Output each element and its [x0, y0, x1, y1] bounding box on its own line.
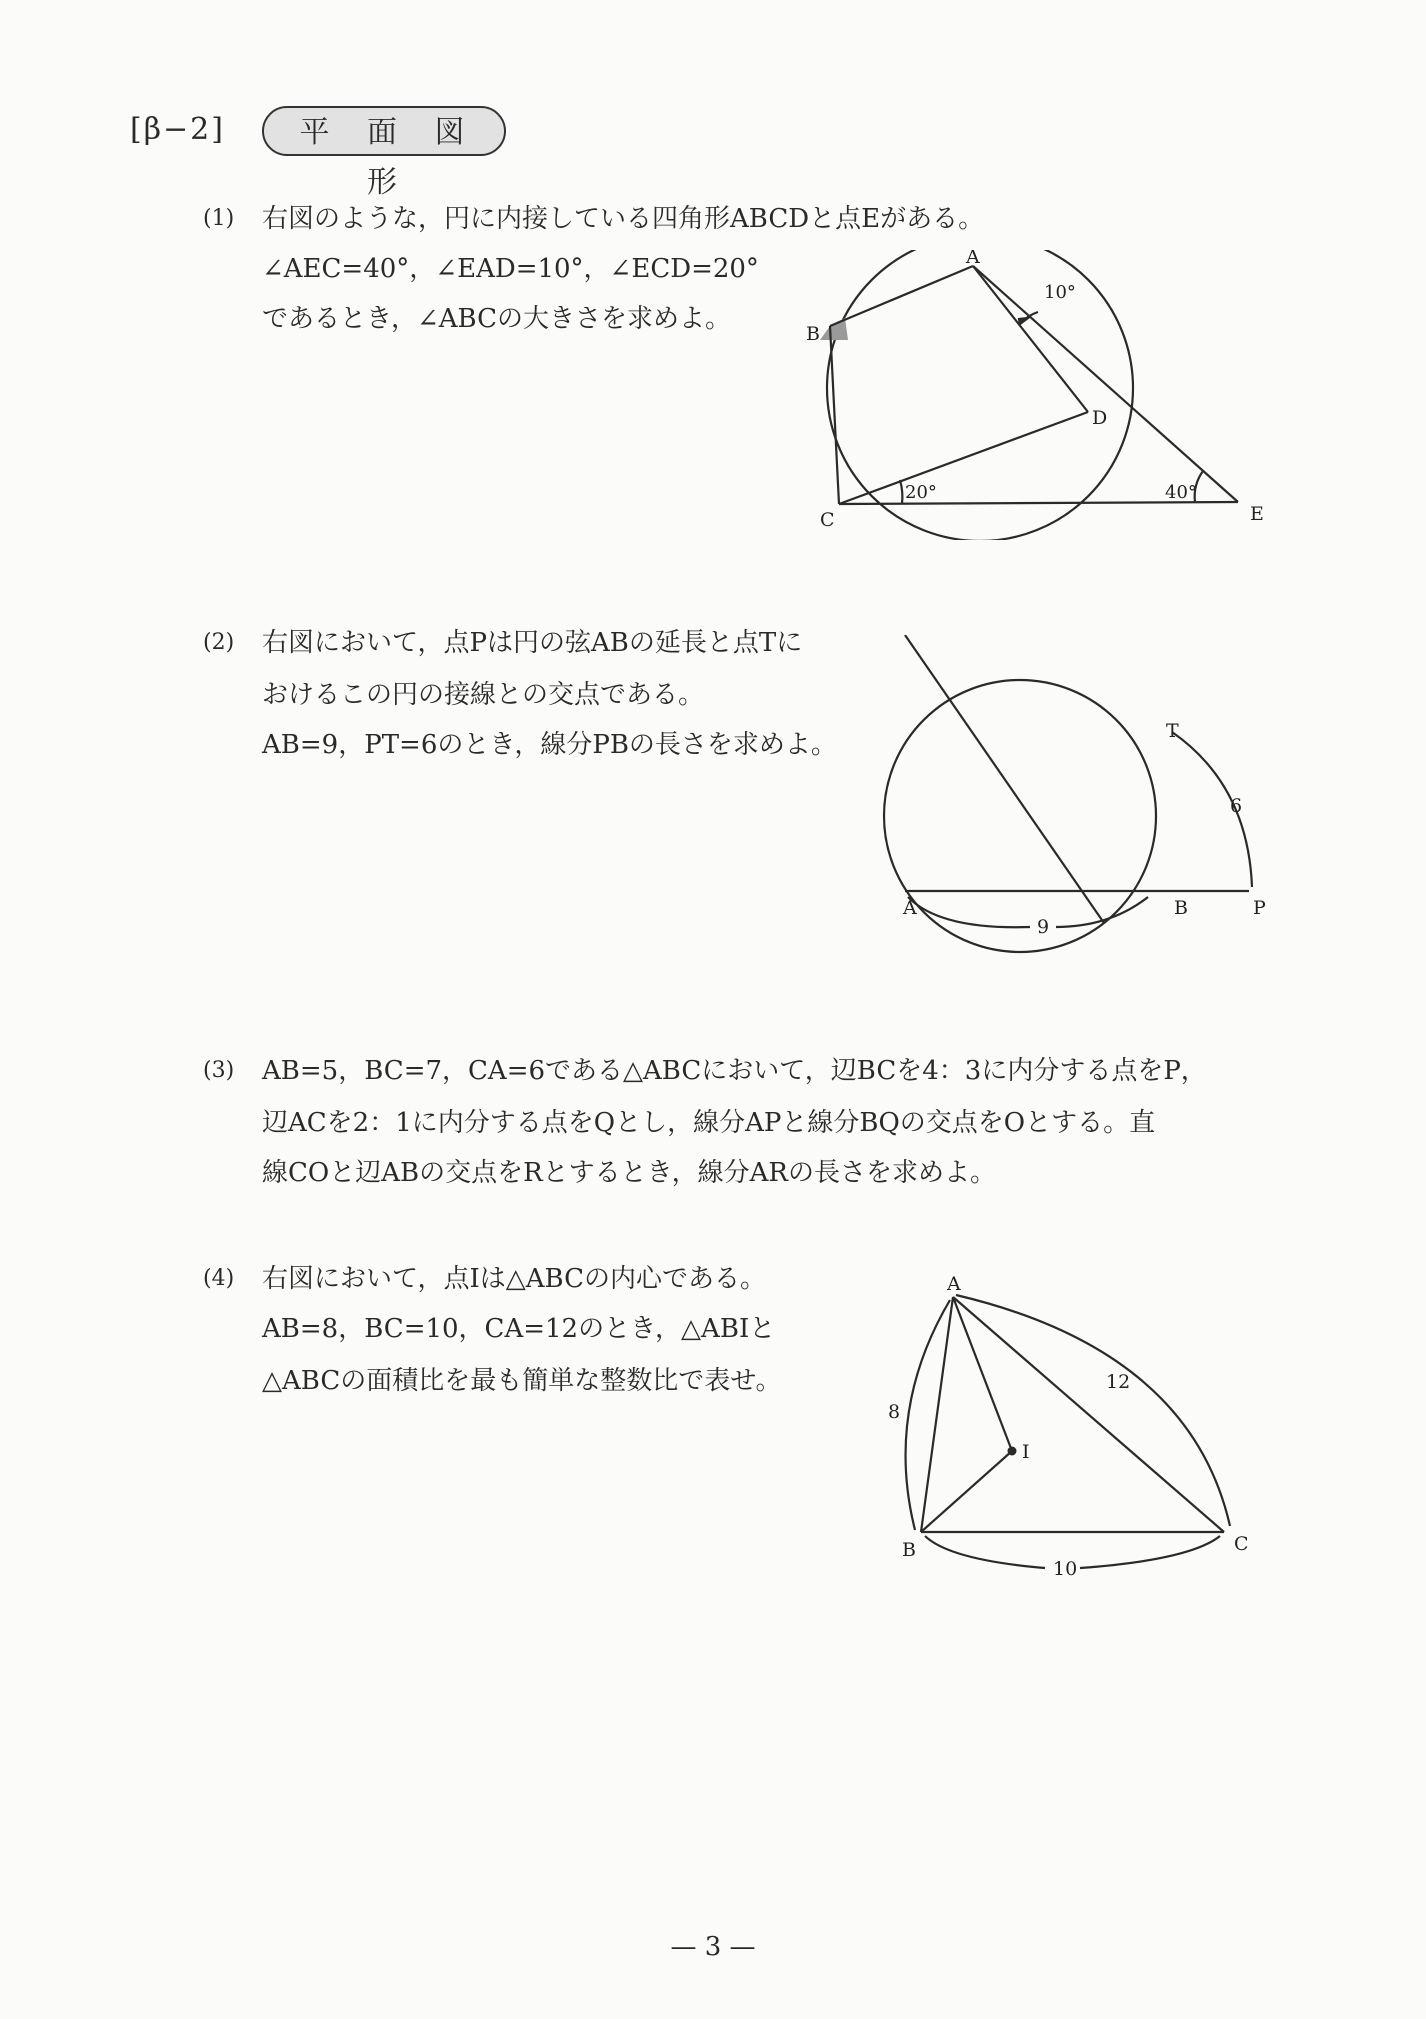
fig4-length-bc: 10 — [1053, 1558, 1078, 1580]
problem-3-line-1: AB=5，BC=7，CA=6である△ABCにおいて，辺BCを4：3に内分する点をP， — [262, 1056, 1207, 1086]
fig2-length-ab: 9 — [1037, 916, 1050, 938]
fig1-label-a: A — [966, 250, 980, 268]
problem-1-line-1: 右図のような，円に内接している四角形ABCDと点Eがある。 — [262, 204, 985, 234]
problem-1-line-3: であるとき，∠ABCの大きさを求めよ。 — [262, 304, 732, 334]
fig2-circle — [884, 680, 1156, 952]
fig2-label-t: T — [1166, 720, 1179, 742]
fig4-incenter-dot — [1008, 1447, 1017, 1456]
fig4-label-a: A — [947, 1273, 961, 1295]
problem-3-line-2: 辺ACを2：1に内分する点をQとし，線分APと線分BQの交点をOとする。直 — [262, 1108, 1156, 1138]
fig2-label-p: P — [1253, 897, 1266, 919]
fig2-label-a: A — [903, 897, 917, 919]
problem-2-line-3: AB=9，PT=6のとき，線分PBの長さを求めよ。 — [262, 730, 837, 760]
figure-4-triangle-incenter — [870, 1260, 1270, 1600]
problem-3-line-3: 線COと辺ABの交点をRとするとき，線分ARの長さを求めよ。 — [262, 1158, 996, 1188]
fig1-angle-10-arrow — [1019, 318, 1028, 324]
fig4-segment-bi — [921, 1451, 1012, 1532]
page-number: — 3 — — [670, 1932, 756, 1962]
figure-1-cyclic-quadrilateral — [790, 250, 1290, 540]
fig4-length-ca: 12 — [1106, 1371, 1131, 1393]
problem-1-number: (1) — [203, 206, 235, 231]
problem-4-line-3: △ABCの面積比を最も簡単な整数比で表せ。 — [262, 1366, 782, 1396]
fig1-side-cd — [839, 412, 1088, 504]
fig4-length-ab: 8 — [888, 1401, 901, 1423]
problem-1-line-2: ∠AEC=40°，∠EAD=10°，∠ECD=20° — [262, 254, 759, 284]
fig1-angle-40-label: 40° — [1165, 482, 1197, 503]
problem-2-line-2: おけるこの円の接線との交点である。 — [262, 680, 705, 710]
problem-4-line-1: 右図において，点Iは△ABCの内心である。 — [262, 1264, 767, 1294]
section-code: [β−2] — [130, 112, 225, 147]
fig1-side-ab — [830, 266, 973, 326]
section-title-badge: 平 面 図 形 — [262, 106, 506, 156]
fig4-side-ab — [921, 1297, 953, 1532]
problem-3-number: (3) — [203, 1058, 235, 1083]
fig1-angle-10-label: 10° — [1044, 282, 1076, 303]
fig4-arc-ab — [906, 1300, 950, 1530]
fig2-arc-ab — [908, 897, 1148, 927]
fig1-label-e: E — [1250, 503, 1264, 525]
fig1-circle — [827, 250, 1133, 540]
problem-4-line-2: AB=8，BC=10，CA=12のとき，△ABIと — [262, 1314, 776, 1344]
fig2-label-b: B — [1174, 897, 1188, 919]
fig4-label-i: I — [1022, 1441, 1030, 1463]
problem-2-number: (2) — [203, 630, 235, 655]
figure-2-tangent-secant — [880, 635, 1280, 955]
fig4-segment-ai — [953, 1297, 1012, 1451]
problem-2-line-1: 右図において，点Pは円の弦ABの延長と点Tに — [262, 628, 803, 658]
fig2-length-pt: 6 — [1230, 795, 1243, 817]
fig4-side-ca — [953, 1297, 1224, 1532]
fig1-label-c: C — [820, 509, 835, 531]
fig4-label-c: C — [1234, 1533, 1249, 1555]
fig1-label-d: D — [1092, 407, 1108, 429]
fig1-side-bc — [830, 326, 839, 504]
fig4-label-b: B — [902, 1539, 916, 1561]
fig1-angle-20-label: 20° — [905, 482, 937, 503]
fig1-label-b: B — [806, 323, 820, 345]
fig1-angle-20-arc — [900, 480, 902, 504]
fig2-tangent-line — [905, 635, 1104, 923]
problem-4-number: (4) — [203, 1266, 235, 1291]
